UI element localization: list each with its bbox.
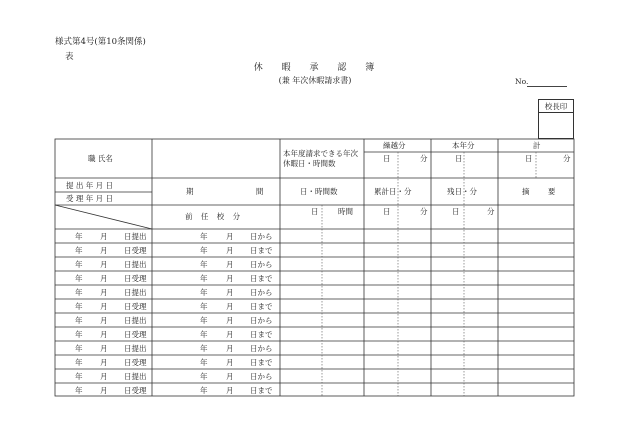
period-month-label: 月 xyxy=(226,358,234,367)
submitted-day-label: 日提出 xyxy=(124,344,147,353)
cumulative-minute-unit: 分 xyxy=(420,207,428,216)
days-hours-hour-unit: 時間 xyxy=(338,207,353,216)
period-month-label: 月 xyxy=(226,316,234,325)
period-month-label: 月 xyxy=(226,372,234,381)
title-char: 認 xyxy=(337,63,349,73)
row-month-label: 月 xyxy=(100,330,108,339)
period-year-label: 年 xyxy=(200,260,208,269)
row-month-label: 月 xyxy=(100,372,108,381)
row-year-label: 年 xyxy=(75,246,83,255)
row-year-label: 年 xyxy=(75,232,83,241)
period-month-label: 月 xyxy=(226,330,234,339)
period-month-label: 月 xyxy=(226,232,234,241)
period-until-label: 日まで xyxy=(250,274,273,283)
title-char: 承 xyxy=(309,63,321,73)
days-hours-header: 日・時間数 xyxy=(300,187,338,196)
number-label: No. xyxy=(515,77,529,86)
period-month-label: 月 xyxy=(226,274,234,283)
period-until-label: 日まで xyxy=(250,330,273,339)
cumulative-header: 累計日・分 xyxy=(374,187,412,196)
period-year-label: 年 xyxy=(200,372,208,381)
row-month-label: 月 xyxy=(100,260,108,269)
title-char: 休 xyxy=(253,63,265,73)
submitted-day-label: 日提出 xyxy=(124,232,147,241)
submit-date-header: 提 出 年 月 日 xyxy=(66,181,114,190)
row-month-label: 月 xyxy=(100,288,108,297)
period-month-label: 月 xyxy=(226,260,234,269)
row-year-label: 年 xyxy=(75,288,83,297)
period-until-label: 日まで xyxy=(250,358,273,367)
row-month-label: 月 xyxy=(100,316,108,325)
row-year-label: 年 xyxy=(75,372,83,381)
period-month-label: 月 xyxy=(226,246,234,255)
period-year-label: 年 xyxy=(200,358,208,367)
received-day-label: 日受理 xyxy=(124,246,147,255)
title-char: 簿 xyxy=(365,63,377,73)
name-header: 職 氏名 xyxy=(88,154,113,163)
carryover-minute-unit: 分 xyxy=(420,154,428,163)
received-day-label: 日受理 xyxy=(124,330,147,339)
period-month-label: 月 xyxy=(226,288,234,297)
period-from-label: 日から xyxy=(250,232,273,241)
received-day-label: 日受理 xyxy=(124,274,147,283)
received-day-label: 日受理 xyxy=(124,386,147,395)
period-year-label: 年 xyxy=(200,246,208,255)
period-year-label: 年 xyxy=(200,344,208,353)
row-month-label: 月 xyxy=(100,358,108,367)
total-minute-unit: 分 xyxy=(563,154,571,163)
period-year-label: 年 xyxy=(200,330,208,339)
row-year-label: 年 xyxy=(75,386,83,395)
current-year-header: 本年分 xyxy=(452,141,475,150)
form-number: 様式第4号(第10条関係) xyxy=(55,37,146,47)
period-year-label: 年 xyxy=(200,302,208,311)
days-hours-day-unit: 日 xyxy=(311,207,319,216)
remaining-header: 残日・分 xyxy=(447,187,477,196)
period-until-label: 日まで xyxy=(250,246,273,255)
period-year-label: 年 xyxy=(200,386,208,395)
receive-date-header: 受 理 年 月 日 xyxy=(66,194,114,203)
period-from-label: 日から xyxy=(250,344,273,353)
period-month-label: 月 xyxy=(226,344,234,353)
cumulative-day-unit: 日 xyxy=(383,207,391,216)
total-day-unit: 日 xyxy=(525,154,533,163)
period-year-label: 年 xyxy=(200,232,208,241)
period-from-label: 日から xyxy=(250,316,273,325)
received-day-label: 日受理 xyxy=(124,302,147,311)
current-year-day-unit: 日 xyxy=(455,154,463,163)
row-year-label: 年 xyxy=(75,302,83,311)
row-month-label: 月 xyxy=(100,344,108,353)
carryover-day-unit: 日 xyxy=(383,154,391,163)
document-subtitle: (兼 年次休暇請求書) xyxy=(278,76,352,85)
remarks-header: 摘 要 xyxy=(522,187,564,196)
principal-seal-label: 校長印 xyxy=(539,101,573,113)
period-month-label: 月 xyxy=(226,386,234,395)
submitted-day-label: 日提出 xyxy=(124,372,147,381)
period-until-label: 日まで xyxy=(250,386,273,395)
row-year-label: 年 xyxy=(75,316,83,325)
remaining-minute-unit: 分 xyxy=(487,207,495,216)
title-char: 暇 xyxy=(281,63,293,73)
front-side-label: 表 xyxy=(65,52,74,62)
row-year-label: 年 xyxy=(75,274,83,283)
row-month-label: 月 xyxy=(100,232,108,241)
total-header: 計 xyxy=(533,141,541,150)
received-day-label: 日受理 xyxy=(124,358,147,367)
period-until-label: 日まで xyxy=(250,302,273,311)
period-header: 期 間 xyxy=(186,187,294,196)
row-month-label: 月 xyxy=(100,274,108,283)
row-month-label: 月 xyxy=(100,302,108,311)
annual-available-header: 本年度請求できる年次休暇日・時間数 xyxy=(283,149,358,169)
period-from-label: 日から xyxy=(250,372,273,381)
row-year-label: 年 xyxy=(75,358,83,367)
row-year-label: 年 xyxy=(75,330,83,339)
row-year-label: 年 xyxy=(75,260,83,269)
previous-school-header: 前 任 校 分 xyxy=(185,212,244,221)
submitted-day-label: 日提出 xyxy=(124,288,147,297)
remaining-day-unit: 日 xyxy=(452,207,460,216)
period-from-label: 日から xyxy=(250,260,273,269)
submitted-day-label: 日提出 xyxy=(124,260,147,269)
row-year-label: 年 xyxy=(75,344,83,353)
row-month-label: 月 xyxy=(100,386,108,395)
period-year-label: 年 xyxy=(200,274,208,283)
period-from-label: 日から xyxy=(250,288,273,297)
period-month-label: 月 xyxy=(226,302,234,311)
carryover-header: 繰越分 xyxy=(383,141,406,150)
period-year-label: 年 xyxy=(200,316,208,325)
period-year-label: 年 xyxy=(200,288,208,297)
submitted-day-label: 日提出 xyxy=(124,316,147,325)
row-month-label: 月 xyxy=(100,246,108,255)
